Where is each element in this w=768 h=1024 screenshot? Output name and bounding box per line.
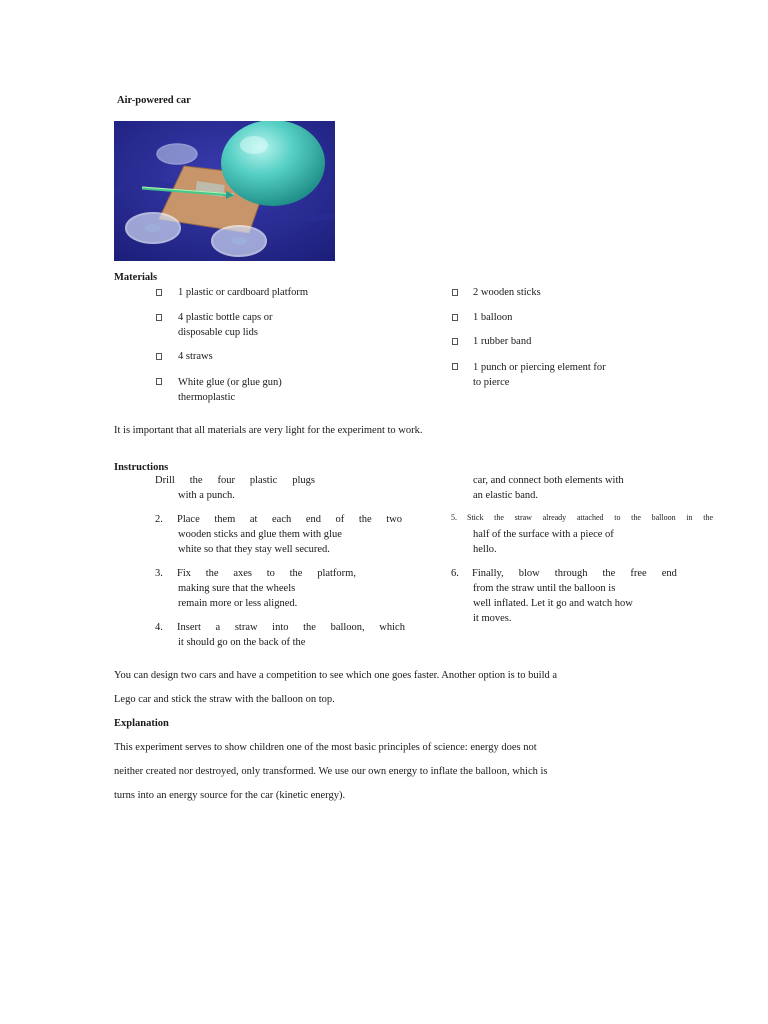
step-4-number: 4. — [155, 622, 163, 633]
step-2-line — [177, 512, 402, 527]
material-item: 1 balloon — [473, 312, 513, 323]
step-4-continuation: car, and connect both elements with — [473, 475, 624, 486]
word: blow — [518, 568, 540, 579]
step-2-line: wooden sticks and glue them with glue — [178, 529, 342, 540]
word: axes — [233, 568, 252, 579]
explanation-heading: Explanation — [114, 718, 169, 729]
word: which — [379, 622, 405, 633]
word: into — [272, 622, 289, 633]
word: plugs — [292, 475, 315, 486]
step-5-line: hello. — [473, 544, 497, 555]
step-4-line — [177, 620, 405, 635]
step-3-line: making sure that the wheels — [178, 583, 296, 594]
materials-note: It is important that all materials are very light for the experiment to work. — [114, 425, 423, 436]
word: to — [266, 568, 275, 579]
step-4-line: it should go on the back of the — [178, 637, 306, 648]
extra-paragraph-line: Lego car and stick the straw with the balloon on top. — [114, 694, 335, 705]
step-6-line: from the straw until the balloon is — [473, 583, 616, 594]
step-1-line: with a punch. — [178, 490, 235, 501]
material-item: 4 straws — [178, 351, 213, 362]
materials-heading: Materials — [114, 272, 158, 283]
step-4-continuation: an elastic band. — [473, 490, 539, 501]
step-3-line — [177, 566, 356, 581]
checkbox-bullet-icon — [156, 353, 162, 360]
word: Drill — [155, 475, 175, 486]
checkbox-bullet-icon — [452, 314, 458, 321]
checkbox-bullet-icon — [156, 314, 162, 321]
word: Insert — [177, 622, 201, 633]
checkbox-bullet-icon — [156, 289, 162, 296]
material-item: to pierce — [473, 377, 510, 388]
explanation-line: turns into an energy source for the car (kinetic energy). — [114, 790, 346, 801]
step-5-number: 5. — [451, 513, 457, 522]
material-item: 1 rubber band — [473, 336, 532, 347]
word: plastic — [249, 475, 278, 486]
air-car-photo — [114, 121, 335, 261]
checkbox-bullet-icon — [452, 289, 458, 296]
instructions-heading: Instructions — [114, 462, 169, 473]
explanation-line: neither created nor destroyed, only transformed. We use our own energy to inflate the balloon, which is — [114, 766, 548, 777]
word: Place — [177, 514, 200, 525]
word: through — [554, 568, 588, 579]
material-item: 1 punch or piercing element for — [473, 362, 606, 373]
material-item: 4 plastic bottle caps or — [178, 312, 273, 323]
material-item: 1 plastic or cardboard platform — [178, 287, 309, 298]
material-item: White glue (or glue gun) — [178, 377, 282, 388]
word: the — [205, 568, 219, 579]
word: each — [272, 514, 292, 525]
word: the — [189, 475, 203, 486]
word: them — [214, 514, 236, 525]
material-item: 2 wooden sticks — [473, 287, 541, 298]
checkbox-bullet-icon — [452, 338, 458, 345]
step-6-line — [472, 566, 677, 581]
checkbox-bullet-icon — [156, 378, 162, 385]
word: of — [335, 514, 345, 525]
step-6-number: 6. — [451, 568, 459, 579]
word: end — [305, 514, 321, 525]
word: the — [289, 568, 303, 579]
word: balloon, — [330, 622, 365, 633]
step-6-line: well inflated. Let it go and watch how — [473, 598, 633, 609]
step-5-line: half of the surface with a piece of — [473, 529, 614, 540]
word: straw — [234, 622, 258, 633]
word: the — [303, 622, 316, 633]
step-2-line: white so that they stay well secured. — [178, 544, 330, 555]
step-3-number: 3. — [155, 568, 163, 579]
explanation-line: This experiment serves to show children one of the most basic principles of science: energy does not — [114, 742, 537, 753]
material-item: disposable cup lids — [178, 327, 258, 338]
extra-paragraph-line: You can design two cars and have a competition to see which one goes faster. Another option is to build a — [114, 670, 558, 681]
page-title: Air-powered car — [117, 95, 191, 106]
word: the — [602, 568, 616, 579]
word: a — [215, 622, 221, 633]
checkbox-bullet-icon — [452, 363, 458, 370]
word: end — [661, 568, 677, 579]
step-6-line: it moves. — [473, 613, 512, 624]
word: free — [630, 568, 647, 579]
word: platform, — [317, 568, 356, 579]
step-2-number: 2. — [155, 514, 163, 525]
word: Finally, — [472, 568, 504, 579]
step-1-line — [155, 473, 315, 488]
word: two — [386, 514, 402, 525]
word: Fix — [177, 568, 192, 579]
step-3-line: remain more or less aligned. — [178, 598, 298, 609]
material-item: thermoplastic — [178, 392, 236, 403]
word: four — [217, 475, 235, 486]
step-5-line: Stick the straw already attached to the balloon in the — [467, 513, 713, 522]
word: at — [249, 514, 258, 525]
word: the — [358, 514, 372, 525]
